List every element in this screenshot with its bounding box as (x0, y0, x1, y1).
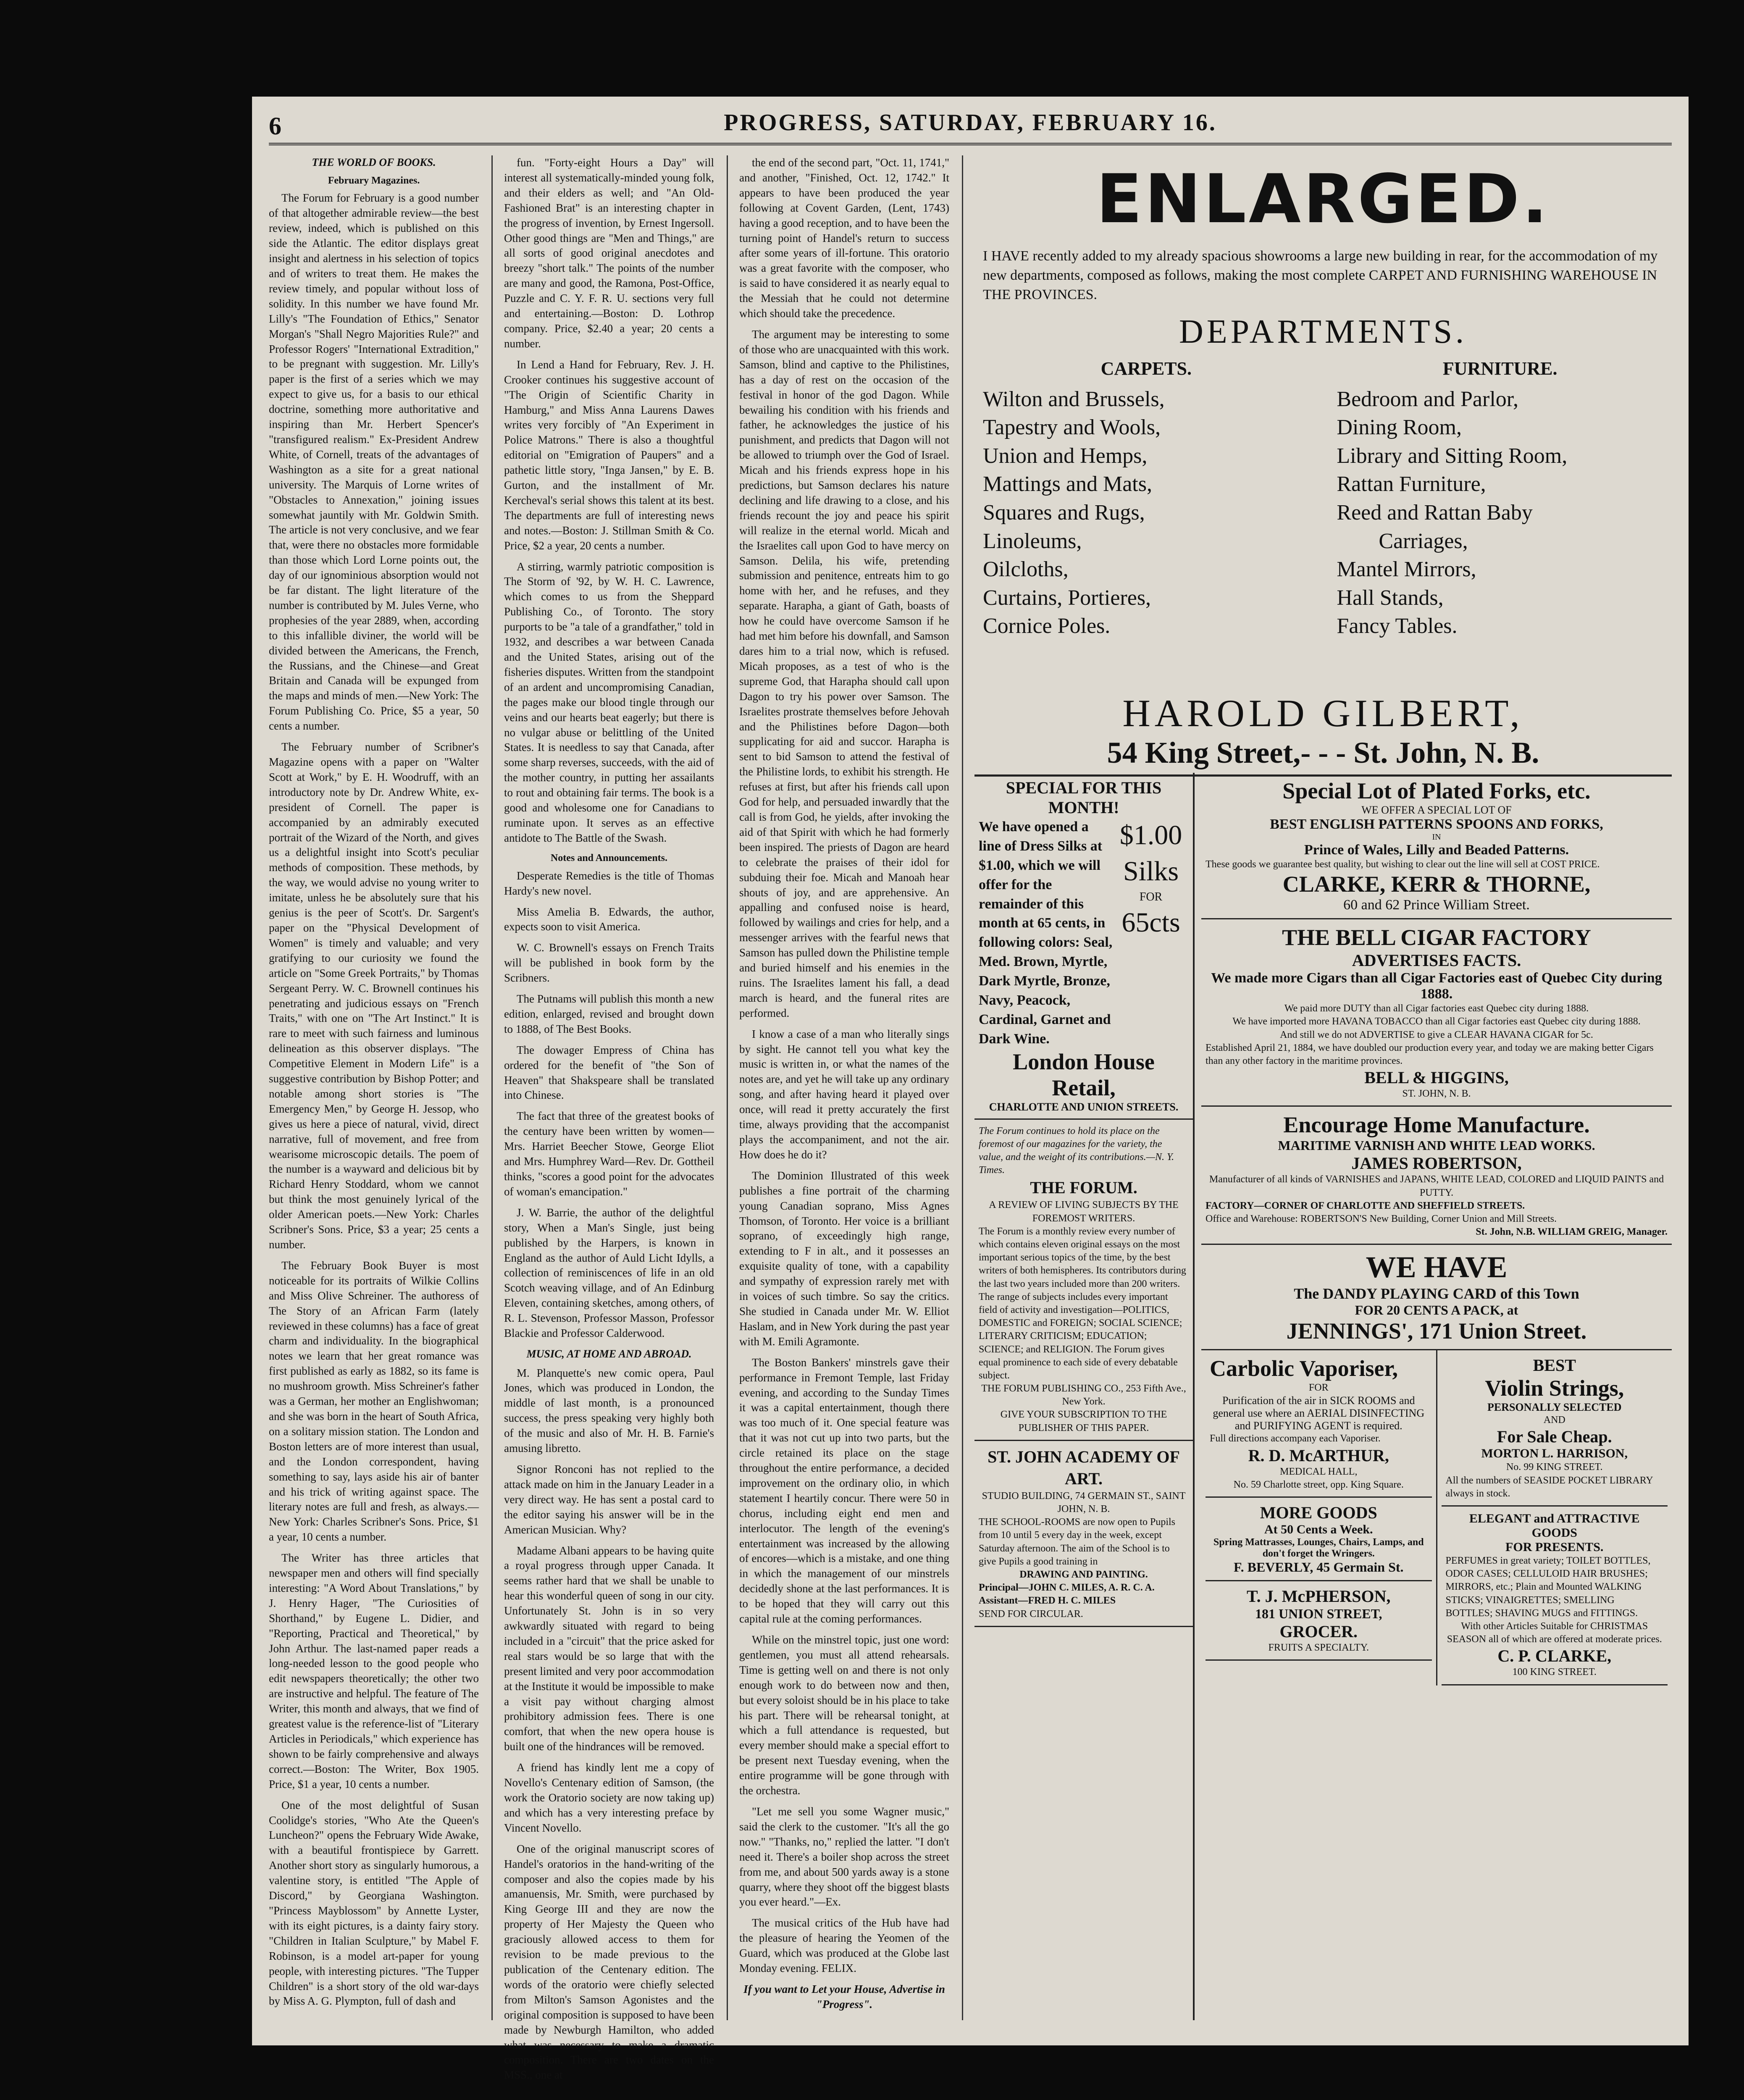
clarke-address: 60 and 62 Prince William Street. (1343, 897, 1530, 913)
forks-offer: WE OFFER A SPECIAL LOT OF (1361, 804, 1512, 816)
clarke-kerr-thorne: CLARKE, KERR & THORNE, (1282, 872, 1591, 897)
note-item: The dowager Empress of China has ordered for the benefit of "the Son of Heaven" that Shakspeare shall be translated into Chinese. (504, 1043, 714, 1102)
music-paragraph: One of the original manuscript scores of Handel's oratorios in the hand-writing of the composer and also the copies made by his amanuensis, Mr. Smith, were purchased by King George III and they are now the property of Her Majesty the Queen who graciously allowed access to them for revision to be made previous to the publication of the Centenary edition. The words of the oratorio were chiefly selected from Milton's Samson Agonistes and the original composition is supposed to have been made by Newburgh Hamilton, who added what was necessary to make a dramatic composition. There are two dates on the MSS., one at (504, 1842, 714, 2082)
violin-and: AND (1543, 1415, 1565, 1426)
article-paragraph: The Boston Bankers' minstrels gave their performance in Fremont Temple, last Friday evening, and according to the Sunday Times it was a capital entertainment, though there was too much of it. One special feature was that it was not cut up into two parts, but the circle retained its place on the stage throughout the entire performance, a decided improvement on the ordinary olio, in which statement I heartily concur. There were 50 in chorus, including eight end men and interlocutor. The length of the evening's entertainment was increased by the allowing of encores—which is a mistake, and one thing in which the management of our minstrels decidedly shone at the last performances. It is to be hoped that they will carry out this capital rule at the coming performances. (739, 1356, 949, 1625)
bell-heading: THE BELL CIGAR FACTORY (1282, 925, 1591, 950)
bell-havana: We have imported more HAVANA TOBACCO than all Cigar factories east Quebec city during 1888. (1232, 1016, 1641, 1027)
note-item: J. W. Barrie, the author of the delightful story, When a Man's Single, just being published by the Harpers, is known in England as the author of Auld Licht Idylls, a collection of reminiscences of life in an old Scotch weaving village, and of An Edinburg Eleven, containing sketches, among others, of R. L. Stevenson, Professor Masson, Professor Blackie and Professor Calderwood. (504, 1206, 714, 1340)
violin-best: BEST (1533, 1356, 1576, 1375)
academy-circular: SEND FOR CIRCULAR. (979, 1608, 1083, 1620)
forum-body: The Forum is a monthly review every number of which contains eleven original essays on the most important serious topics of the time, by the best writers of both hemispheres. Its contributors during the last two years included more than 200 writers. The range of subjects includes every important field of activity and investigation—POLITICS, DOMESTIC and FOREIGN; SOCIAL SCIENCE; LITERARY CRITICISM; EDUCATION; SCIENCE; and RELIGION. The Forum gives equal prominence to each side of every debatable subject. (979, 1226, 1186, 1381)
mcarthur-address: No. 59 Charlotte street, opp. King Square. (1233, 1479, 1404, 1490)
robertson-name: JAMES ROBERTSON, (1351, 1154, 1522, 1173)
robertson-body: Manufacturer of all kinds of VARNISHES and JAPANS, WHITE LEAD, COLORED and LIQUID PAINTS and PUTTY. (1209, 1174, 1664, 1198)
violin-ad (1442, 1350, 1668, 1507)
note-item: The fact that three of the greatest books of the century have been written by women—Mrs. Harriet Beecher Stowe, George Eliot and Mrs. Humphrey Ward—Rev. Dr. Gottheil thinks, "scores a good point for the advocates of woman's emancipation." (504, 1110, 714, 1198)
silk-price: $1.00 (1119, 820, 1182, 850)
enlarged-intro: I HAVE recently added to my already spacious showrooms a large new building in rear, for the accommodation of my new departments, composed as follows, making the most complete CARPET AND FURNISHING WAREHOUSE IN THE PROVINCES. (983, 248, 1658, 302)
page-number: 6 (269, 112, 281, 140)
elegant-goods: ELEGANT and ATTRACTIVE GOODS (1469, 1512, 1640, 1540)
article-paragraph: I know a case of a man who literally sings by sight. He cannot tell you what key the music is written in, or what the names of the notes are, and yet he will take up any ordinary song, and after having heard it played over once, will read it pretty accurately the first time, always providing that the accompanist plays the accompaniment, and not the air. How does he do it? (739, 1027, 949, 1161)
violin-sale: For Sale Cheap. (1497, 1427, 1612, 1446)
carpets-list (983, 355, 1310, 640)
bell-established: Established April 21, 1884, we have doubled our production every year, and today we are making better Cigars than any other factory in the maritime provinces. (1206, 1042, 1654, 1066)
note-item: Miss Amelia B. Edwards, the author, expects soon to visit America. (504, 905, 714, 933)
dandy-price: FOR 20 CENTS A PACK, at (1355, 1302, 1518, 1318)
special-month-heading: SPECIAL FOR THIS MONTH! (1006, 778, 1162, 817)
carpet-item: Squares and Rugs, (983, 501, 1145, 525)
harrison-body: All the numbers of SEASIDE POCKET LIBRARY always in stock. (1445, 1475, 1653, 1499)
bell-clear: And still we do not ADVERTISE to give a CLEAR HAVANA CIGAR for 5c. (1280, 1029, 1593, 1040)
article-paragraph: The argument may be interesting to some of those who are unacquainted with this work. Samson, blind and captive to the Philistines, has a day of rest on the occasion of the festival in honor of the god Dagon. While bewailing his condition with his friends and father, he acknowledges the justice of his punishment, and predicts that Dagon will not be allowed to triumph over the God of Israel. Micah and his friends express hope in his predictions, but Samson declares his nature declining and life drawing to a close, and his friends recount the joy and peace his spirit will realize in the eternal world. Micah and the Israelites call upon God to have mercy on Samson. Delila, his wife, pretending submission and penitence, entreats him to go home with her, and he refuses, and they separate. Harapha, a giant of Gath, boasts of how he could have overcome Samson if he had met him before his downfall, and Samson dares him to a trial now, which is refused. Micah proposes, as a test of who is the supreme God, that Harapha should call upon Dagon to try his power over Samson. The Israelites prostrate themselves before Jehovah and the Philistines before Dagon—both supplicating for aid and succor. Harapha is sent to bid Samson to attend the festival of the Philistine lords, to exhibit his strength. He refuses at first, but after his friends call upon God for help, and persuaded inwardly that the call is from God, he yields, after invoking the aid of that Spirit with which he had formerly been inspired. The priests of Dagon are heard to celebrate the praises of their idol for subduing their foe. Micah and Manoah hear shouts of joy, and are apprehensive. An appalling and confused noise is heard, followed by wailings and cries for help, and a messenger arrives with the fearful news that Samson has pulled down the Philistine temple and buried himself and his enemies in the ruins. The Israelites lament his fall, a dead march is heard, and the funeral rites are performed. (739, 328, 949, 1019)
ad-column-right (1201, 773, 1672, 2020)
we-have: WE HAVE (1366, 1250, 1508, 1284)
music-paragraph: A friend has kindly lent me a copy of Novello's Centenary edition of Samson, (the work the Oratorio society are now taking up) and which has a very interesting preface by Vincent Novello. (504, 1761, 714, 1834)
fruits-specialty: FRUITS A SPECIALTY. (1268, 1642, 1369, 1653)
forum-subtitle: A REVIEW OF LIVING SUBJECTS BY THE FOREMOST WRITERS. (989, 1200, 1179, 1224)
bell-location: ST. JOHN, N. B. (1402, 1088, 1471, 1100)
silk-word: Silks (1123, 856, 1179, 887)
bell-made: We made more Cigars than all Cigar Factories east of Quebec City during 1888. (1211, 970, 1662, 1002)
bottom-ads-left (1201, 1350, 1436, 1685)
furniture-item: Dining Room, (1337, 415, 1462, 440)
academy-assistant: Assistant—FRED H. C. MILES (979, 1595, 1116, 1606)
academy-title: ST. JOHN ACADEMY OF ART. (988, 1447, 1180, 1488)
note-item: W. C. Brownell's essays on French Traits will be published in book form by the Scribners. (504, 941, 714, 984)
silks-ad (974, 773, 1193, 1120)
furniture-heading: FURNITURE. (1442, 358, 1558, 379)
article-paragraph: The musical critics of the Hub have had the pleasure of hearing the Yeomen of the Guard, which was produced at the Globe last Monday evening. FELIX. (739, 1916, 949, 1975)
cp-clarke: C. P. CLARKE, (1497, 1646, 1612, 1666)
jennings-name: JENNINGS', 171 Union Street. (1286, 1318, 1587, 1344)
robertson-ad (1201, 1107, 1672, 1245)
article-paragraph: The February number of Scribner's Magazine opens with a paper on "Walter Scott at Work," by E. H. Woodruff, with an introductory note by Dr. Andrew White, ex-president of Cornell. The paper is accompanied by an admirably executed portrait of the Wizard of the North, and gives us a delightful insight into Scott's peculiar methods of composition. These methods, by the way, we would advise no young writer to imitate, unless he be absolutely sure that his genius is the peer of Scott's. Dr. Sargent's paper on the "Physical Development of Women" is timely and valuable; and very gratifying to our curiosity we found the article on "Some Greek Portraits," by Thomas Sergeant Perry. W. C. Brownell continues his penetrating and judicious essays on "French Traits," with one on "The Art Instinct." It is rare to meet with such fairness and luminous delineation as this observer displays. "The Competitive Element in Modern Life" is a suggestive contribution by Bishop Potter; and notable among short stories is "The Emergency Men," by George H. Jessop, who gives us here a piece of natural, vivid, direct narrative, full of movement, and free from wearisome microscopic details. The poem of the number is a wayward and delicious bit by Richard Henry Stoddard, whom we cannot but think the most genuinely lyrical of the older American poets.—New York: Charles Scribner's Sons. Price, $3 a year; 25 cents a number. (269, 740, 479, 1251)
furniture-item: Mantel Mirrors, (1337, 557, 1476, 582)
carpet-item: Curtains, Portieres, (983, 585, 1151, 610)
article-paragraph: The Writer has three articles that newspaper men and others will find specially interesting: "A Word About Translations," by J. Henry Hager, "The Curiosities of Shorthand," by Eugene L. Didier, and "Reporting, Practical and Theoretical," by John Arthur. The last-named paper reads a long-needed lesson to the good people who edit newspapers theoretically; the other two are instructive and helpful. The feature of The Writer, this month and always, that we find of greatest value is the reference-list of "Literary Articles in Periodicals," which experience has shown to be fairly comprehensive and always correct.—Boston: The Writer, Box 1905. Price, $1 a year, 10 cents a number. (269, 1551, 479, 1790)
academy-body: THE SCHOOL-ROOMS are now open to Pupils from 10 until 5 every day in the week, except Saturday afternoon. The aim of the School is to give Pupils a good training in (979, 1517, 1175, 1567)
furniture-item: Carriages, (1379, 529, 1468, 553)
cp-clarke-address: 100 KING STREET. (1512, 1667, 1597, 1678)
dandy-card: The DANDY PLAYING CARD of this Town (1294, 1285, 1579, 1302)
silk-price-block (1113, 817, 1189, 1049)
carpet-item: Wilton and Brussels, (983, 387, 1165, 411)
forum-quote: The Forum continues to hold its place on the foremost of our magazines for the variety, the value, and the weight of its contributions.—N. Y. Times. (979, 1125, 1174, 1176)
academy-ad (974, 1441, 1193, 1627)
article-paragraph: A stirring, warmly patriotic composition is The Storm of '92, by W. H. C. Lawrence, which comes to us from the Sheppard Publishing Co., of Toronto. The story purports to be "a tale of a grandfather," told in 1932, and describes a war between Canada and the United States, arising out of the fisheries disputes. Written from the standpoint of an ardent and uncompromising Canadian, the pages make our blood tingle through our veins and our hearts beat eagerly; but there is no vulgar abuse or belittling of the United States. It is needless to say that Canada, after some sharp reverses, succeeds, with the aid of the mother country, in putting her assailants to rout and obtaining fair terms. The book is a good and wholesome one for Canadians to ruminate upon. It serves as an effective antidote to The Battle of the Swash. (504, 560, 714, 844)
article-paragraph: the end of the second part, "Oct. 11, 1741," and another, "Finished, Oct. 12, 1742." It appears to have been produced the year following at Covent Garden, (Lent, 1743) having a good reception, and to have been the turning point of Handel's return to success after some years of ill-fortune. This oratorio was a great favorite with the composer, who is said to have considered it as nearly equal to the Messiah that he could not determine which should take the precedence. (739, 156, 949, 320)
newspaper-page (252, 97, 1689, 2082)
departments-title: DEPARTMENTS. (1179, 313, 1468, 350)
carpet-item: Mattings and Mats, (983, 472, 1152, 496)
more-goods-price: At 50 Cents a Week. (1264, 1522, 1373, 1536)
carpet-item: Union and Hemps, (983, 444, 1148, 468)
furniture-item: Fancy Tables. (1337, 614, 1458, 638)
harrison-name: MORTON L. HARRISON, (1481, 1446, 1628, 1461)
article-paragraph: The Forum for February is a good number of that altogether admirable review—the best review, indeed, which is published on this side the Atlantic. The editor displays great insight and alertness in his selection of topics and of writers to treat them. He makes the review timely, and popular without loss of solidity. In this number we have found Mr. Lilly's "The Foundation of Ethics," Senator Morgan's "Shall Negro Majorities Rule?" and Professor Rogers' "International Extradition," to be pregnant with suggestion. Mr. Lilly's paper is the first of a series which we may expect to give us, for a basis to our ethical doctrine, something more authoritative and inspiring than Mr. Herbert Spencer's "transfigured realism." Ex-President Andrew White, of Cornell, treats of the advantages of Washington as a site for a great national university. The Marquis of Lorne writes of "Obstacles to Annexation," joining issues somewhat jauntily with Mr. Goldwin Smith. The article is not very conclusive, and we fear that, were there no obstacles more formidable than those which Lord Lorne points out, the day of our ignominious absorption would not be far distant. The light literature of the number is contributed by M. Jules Verne, who prophesies of the year 2889, when, according to this infallible diviner, the world will be divided between the Americans, the French, the Russians, and the Chinese—and Great Britain and Canada will be expunged from the maps and minds of men.—New York: The Forum Publishing Co. Price, $5 a year, 50 cents a number. (269, 192, 479, 732)
violin-selected: PERSONALLY SELECTED (1487, 1401, 1622, 1414)
forks-heading: Special Lot of Plated Forks, etc. (1282, 778, 1591, 803)
mcarthur-hall: MEDICAL HALL, (1280, 1466, 1358, 1477)
jennings-ad (1201, 1245, 1672, 1350)
grocer: GROCER. (1279, 1622, 1358, 1641)
article-paragraph: fun. "Forty-eight Hours a Day" will interest all systematically-minded young folk, and their elders as well; and "An Old-Fashioned Brat" is an interesting chapter in the progress of invention, by Ernest Ingersoll. Other good things are "Men and Things," are all sorts of good original anecdotes and breezy "short talk." The points of the number are many and good, the Ramona, Post-Office, Puzzle and C. Y. F. R. U. sections very full and entertaining.—Boston: D. Lothrop company. Price, $2.40 a year; 20 cents a number. (504, 156, 714, 350)
bell-duty: We paid more DUTY than all Cigar factories east Quebec city during 1888. (1284, 1003, 1589, 1014)
forks-body: These goods we guarantee best quality, but wishing to clear out the line will sell at COST PRICE. (1206, 859, 1600, 870)
notes-heading: Notes and Announcements. (550, 852, 668, 864)
music-paragraph: M. Planquette's new comic opera, Paul Jones, which was produced in London, the middle of last month, is a pronounced success, the press speaking very highly both of the music and also of Mr. H. B. Farnie's amusing libretto. (504, 1366, 714, 1455)
carpets-heading: CARPETS. (1101, 358, 1192, 379)
music-paragraph: Madame Albani appears to be having quite a royal progress through upper Canada. It seems rather hard that we shall be unable to hear this wonderful queen of song in our city. Unfortunately St. John is in so very awkwardly situated with regard to being included in a "circuit" that the price asked for real stars would be so large that with the present limited and very poor accommodation at the Institute it would be impossible to make a visit pay without charging almost prohibitory admission fees. There is one comfort, that when the new opera house is built one of the hindrances will be removed. (504, 1544, 714, 1753)
mcpherson-ad (1206, 1581, 1432, 1661)
article-paragraph: The Dominion Illustrated of this week publishes a fine portrait of the charming young Canadian soprano, Miss Agnes Thomson, of Toronto. Her voice is a brilliant soprano, of exceedingly high range, extending to F in alt., and it possesses an exquisite quality of tone, with a capability and sympathy of expression rarely met with in voices of such timbre. So say the critics. She studied in Canada under Mr. W. Elliot Haslam, and in New York during the past year with M. Emili Agramonte. (739, 1169, 949, 1348)
column-world-of-books (269, 155, 479, 2020)
carpet-item: Oilcloths, (983, 557, 1069, 582)
advertisements (974, 155, 1672, 2020)
column-rule (962, 155, 963, 2020)
bell-higgins: BELL & HIGGINS, (1364, 1068, 1509, 1087)
carpet-item: Linoleums, (983, 529, 1082, 553)
robertson-office: Office and Warehouse: ROBERTSON'S New Building, Corner Union and Mill Streets. (1206, 1213, 1557, 1224)
harrison-address: No. 99 KING STREET. (1506, 1462, 1603, 1473)
article-paragraph: While on the minstrel topic, just one word: gentlemen, you must all attend rehearsals. Time is getting well on and there is not only enough work to do between now and then, but every soloist should be in his place to take his part. There will be rehearsal tonight, at which a full attendance is requested, but every member should make a special effort to be present next Tuesday evening, when the entire programme will be gone through with the orchestra. (739, 1633, 949, 1797)
article-paragraph: One of the most delightful of Susan Coolidge's stories, "Who Ate the Queen's Luncheon?" opens the February Wide Awake, with a beautiful frontispiece by Garrett. Another short story as singularly humorous, a valentine story, is entitled "The Apple of Discord," by Georgiana Washington. "Princess Mayblossom" by Annette Lyster, with its eight pictures, is a dainty fairy story. "Children in Italian Sculpture," by Mabel F. Robinson, is a model art-paper for young people, with interesting pictures. "The Tupper Children" is a short story of the old war-days by Miss A. G. Plympton, full of dash and (269, 1798, 479, 2008)
carbolic-body: Purification of the air in SICK ROOMS and general use where an AERIAL DISINFECTING and PURIFYING AGENT is required. (1213, 1394, 1425, 1432)
encourage-heading: Encourage Home Manufacture. (1283, 1112, 1590, 1138)
furniture-item: Hall Stands, (1337, 585, 1444, 610)
silk-sale-price: 65cts (1122, 907, 1180, 938)
silk-description: We have opened a line of Dress Silks at $1.00, which we will offer for the remainder of this month at 65 cents, in following colors: Seal, Med. Brown, Myrtle, Dark Myrtle, Bronze, Navy, Peacock, Cardinal, Garnet and Dark Wine. (979, 819, 1113, 1047)
music-heading: MUSIC, AT HOME AND ABROAD. (526, 1347, 692, 1360)
article-paragraph: The February Book Buyer is most noticeable for its portraits of Wilkie Collins and Miss Olive Schreiner. The authoress of The Story of an African Farm (lately reviewed in these columns) has a face of great charm and individuality. In the biographical notes we learn that her great romance was first published as early as 1882, so its fame is no mushroom growth. Miss Schreiner's father was a German, her mother an Englishwoman; and she was born in the heart of South Africa, on a solitary mission station. The London and Boston letters are of more interest than usual, and the London correspondent, having something to say, lays aside his air of banter and his trick of writing against space. The literary notes are full and fresh, as always.—New York: Charles Scribner's Sons. Price, $1 a year, 10 cents a number. (269, 1259, 479, 1544)
beverly-name: F. BEVERLY, 45 Germain St. (1233, 1559, 1404, 1575)
article-paragraph: "Let me sell you some Wagner music," said the clerk to the customer. "It's all the go now." "Thanks, no," replied the latter. "I don't need it. There's a boiler shop across the street from me, and about 500 yards away is a stone quarry, where they shoot off the biggest blasts you ever heard."—Ex. (739, 1805, 949, 1908)
bottom-ads-right (1436, 1350, 1672, 1685)
page-header (269, 109, 1672, 145)
more-goods: MORE GOODS (1260, 1503, 1377, 1522)
forks-best: BEST ENGLISH PATTERNS SPOONS AND FORKS, (1270, 816, 1603, 832)
academy-address: STUDIO BUILDING, 74 GERMAIN ST., SAINT JOHN, N. B. (982, 1490, 1186, 1515)
column-rule (491, 155, 493, 2020)
carbolic-title: Carbolic Vaporiser, (1210, 1356, 1398, 1381)
carpet-item: Tapestry and Wools, (983, 415, 1161, 440)
forum-ad (974, 1120, 1193, 1441)
bell-cigar-ad (1201, 919, 1672, 1107)
harold-gilbert-name: HAROLD GILBERT, (1122, 692, 1524, 735)
academy-drawing: DRAWING AND PAINTING. (1019, 1569, 1148, 1580)
note-item: The Putnams will publish this month a new edition, enlarged, revised and brought down to 1888, of The Best Books. (504, 992, 714, 1035)
silk-for: FOR (1139, 890, 1163, 903)
mcpherson-name: T. J. McPHERSON, (1246, 1587, 1391, 1606)
bottom-ads (1201, 1350, 1672, 1685)
presents-body: PERFUMES in great variety; TOILET BOTTLES, ODOR CASES; CELLULOID HAIR BRUSHES; MIRRORS, etc.; Plain and Mounted WALKING STICKS; VINAIGRETTES; SMELLING BOTTLES; SHAVING MUGS and FITTINGS. (1445, 1555, 1651, 1619)
forks-patterns: Prince of Wales, Lilly and Beaded Patterns. (1304, 842, 1569, 858)
mcarthur-name: R. D. McARTHUR, (1248, 1446, 1389, 1465)
forks-in: IN (1432, 832, 1441, 842)
london-streets: CHARLOTTE AND UNION STREETS. (989, 1100, 1179, 1113)
furniture-item: Bedroom and Parlor, (1337, 387, 1519, 411)
violin-strings: Violin Strings, (1485, 1376, 1624, 1401)
advertise-footer-note: If you want to Let your House, Advertise in "Progress". (743, 1982, 945, 2011)
presents-ad (1442, 1507, 1668, 1685)
forks-ad (1201, 773, 1672, 919)
music-paragraph: Signor Ronconi has not replied to the attack made on him in the January Leader in a very direct way. He has sent a postal card to the editor saying his answer will be in the American Musician. Why? (504, 1462, 714, 1536)
beverly-ad (1206, 1498, 1432, 1581)
column-reviews-notes (504, 155, 714, 2082)
furniture-item: Rattan Furniture, (1337, 472, 1486, 496)
furniture-item: Reed and Rattan Baby (1337, 501, 1533, 525)
mcpherson-address: 181 UNION STREET, (1255, 1606, 1382, 1621)
furniture-list (1337, 355, 1663, 640)
column-music-continued (739, 155, 949, 2020)
maritime-works: MARITIME VARNISH AND WHITE LEAD WORKS. (1278, 1138, 1595, 1153)
departments-lists (974, 355, 1672, 640)
bell-advertises: ADVERTISES FACTS. (1352, 951, 1521, 970)
presents-season: With other Articles Suitable for CHRISTMAS SEASON all of which are offered at moderate prices. (1447, 1620, 1662, 1645)
robertson-manager: St. John, N.B. WILLIAM GREIG, Manager. (1476, 1226, 1668, 1238)
section-heading: THE WORLD OF BOOKS. (312, 156, 436, 168)
forum-publisher: THE FORUM PUBLISHING CO., 253 Fifth Ave., New York. (981, 1383, 1186, 1407)
ad-grid (974, 773, 1672, 2020)
more-goods-body: Spring Mattrasses, Lounges, Chairs, Lamps, and don't forget the Wringers. (1213, 1537, 1424, 1559)
column-rule (727, 155, 728, 2020)
silk-offer (979, 817, 1189, 1049)
note-item: Desperate Remedies is the title of Thomas Hardy's new novel. (504, 869, 714, 897)
enlarged-headline: ENLARGED. (1096, 160, 1550, 238)
forum-title: THE FORUM. (1030, 1178, 1137, 1197)
masthead: PROGRESS, SATURDAY, FEBRUARY 16. (724, 110, 1217, 136)
section-subheading: February Magazines. (328, 175, 420, 186)
article-paragraph: In Lend a Hand for February, Rev. J. H. Crooker continues his suggestive account of "The Origin of Scientific Charity in Hamburg," and Miss Anna Laurens Dawes writes very forcibly of "An Experiment in Police Matrons." There is also a thoughtful editorial on "Emigration of Paupers" and a pathetic little story, "Inga Jansen," by E. B. Gurton, and the installment of Mr. Kercheval's serial shows this talent at its best. The departments are full of interesting news and notes.—Boston: J. Stillman Smith & Co. Price, $2 a year, 20 cents a number. (504, 358, 714, 552)
london-house: London House Retail, (1013, 1049, 1155, 1100)
carbolic-for: FOR (1308, 1382, 1329, 1394)
forum-give: GIVE YOUR SUBSCRIPTION TO THE PUBLISHER OF THIS PAPER. (1000, 1409, 1167, 1433)
carbolic-ad (1206, 1350, 1432, 1498)
furniture-item: Library and Sitting Room, (1337, 444, 1568, 468)
carbolic-directions: Full directions accompany each Vaporiser. (1210, 1433, 1381, 1444)
academy-principal: Principal—JOHN C. MILES, A. R. C. A. (979, 1582, 1155, 1593)
harold-gilbert-address: 54 King Street,- - - St. John, N. B. (974, 735, 1672, 777)
ad-column-left (974, 773, 1195, 2020)
carpet-item: Cornice Poles. (983, 614, 1111, 638)
for-presents: FOR PRESENTS. (1505, 1540, 1604, 1554)
robertson-factory: FACTORY—CORNER OF CHARLOTTE AND SHEFFIELD STREETS. (1206, 1200, 1525, 1211)
